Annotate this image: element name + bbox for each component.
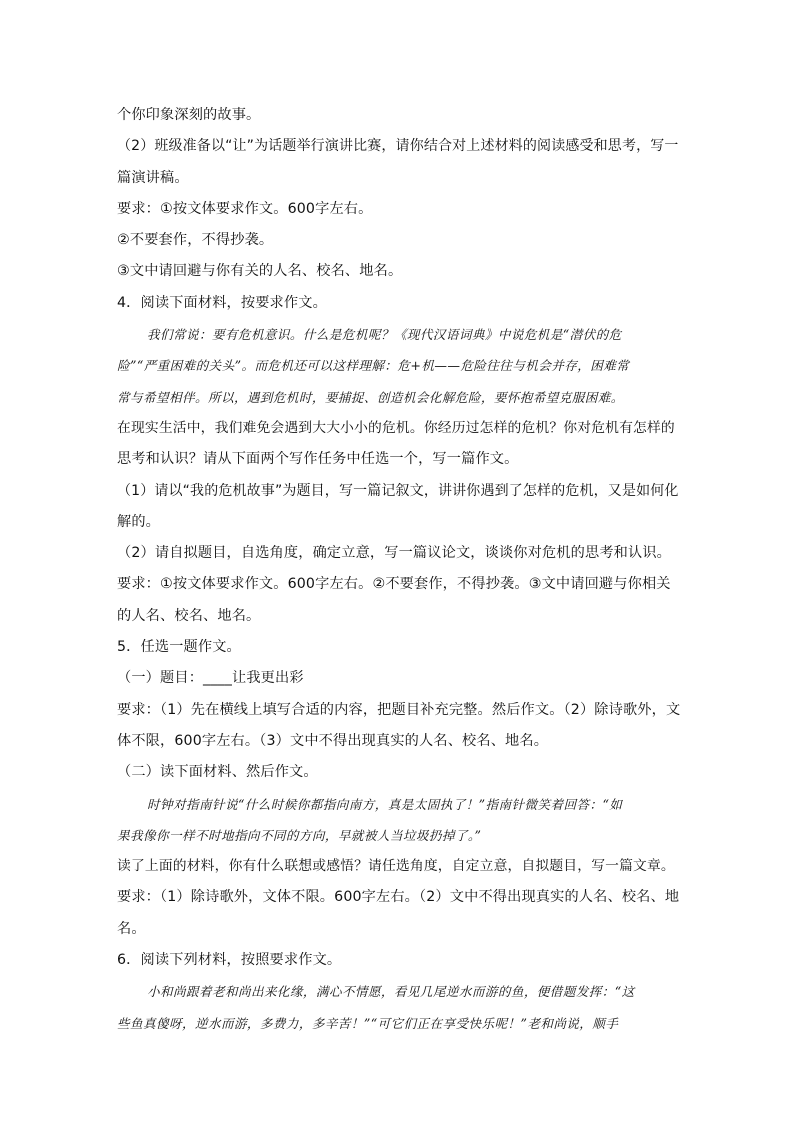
- text-line: 读了上面的材料，你有什么联想或感悟？请任选角度，自定立意，自拟题目，写一篇文章。: [117, 858, 675, 875]
- question-heading: 4．阅读下面材料，按要求作文。: [117, 294, 327, 311]
- material-quote-line: 时钟对指南针说“什么时候你都指向南方，真是太固执了！”指南针微笑着回答：“如: [147, 796, 623, 812]
- requirement-line: 要求：（1）先在横线上填写合适的内容，把题目补充完整。然后作文。（2）除诗歌外，文: [117, 701, 681, 718]
- material-quote-line: 我们常说：要有危机意识。什么是危机呢？《现代汉语词典》中说危机是“潜伏的危: [147, 327, 622, 343]
- requirement-line: ②不要套作，不得抄袭。: [117, 232, 274, 249]
- topic-title-line: （二）读下面材料、然后作文。: [117, 764, 318, 781]
- question-heading: 6．阅读下列材料，按照要求作文。: [117, 952, 342, 969]
- requirement-line: ③文中请回避与你有关的人名、校名、地名。: [117, 263, 403, 280]
- task-option-line: （2）请自拟题目，自选角度，确定立意，写一篇议论文，谈谈你对危机的思考和认识。: [117, 545, 672, 562]
- question-heading: 5．任选一题作文。: [117, 639, 241, 656]
- topic-title-line: （一）题目：____让我更出彩: [117, 670, 304, 687]
- requirement-line: 的人名、校名、地名。: [117, 607, 261, 624]
- task-option-line: 解的。: [117, 513, 161, 530]
- material-quote-line: 险”“严重困难的关头”。而危机还可以这样理解：危+机——危险往往与机会并存，困难常: [117, 358, 630, 374]
- material-quote-line: 果我像你一样不时地指向不同的方向，早就被人当垃圾扔掉了。”: [117, 827, 482, 843]
- requirement-line: 名。: [117, 920, 146, 937]
- text-line: 在现实生活中，我们难免会遇到大大小小的危机。你经历过怎样的危机？你对危机有怎样的: [117, 419, 675, 436]
- material-quote-line: 些鱼真傻呀，逆水而游，多费力，多辛苦！”“可它们正在享受快乐呢！”老和尚说，顺手: [117, 1015, 619, 1031]
- material-quote-line: 常与希望相伴。所以，遇到危机时，要捕捉、创造机会化解危险，要怀抱希望克服困难。: [117, 389, 624, 405]
- document-body: [117, 100, 681, 1039]
- requirement-line: 体不限，600字左右。（3）文中不得出现真实的人名、校名、地名。: [117, 732, 549, 749]
- text-line: 个你印象深刻的故事。: [117, 107, 261, 123]
- text-line: 篇演讲稿。: [117, 169, 189, 186]
- text-line: （2）班级准备以“让”为话题举行演讲比赛，请你结合对上述材料的阅读感受和思考，写一: [117, 138, 679, 155]
- requirement-line: 要求：（1）除诗歌外，文体不限。600字左右。（2）文中不得出现真实的人名、校名、地: [117, 889, 680, 906]
- requirement-line: 要求：①按文体要求作文。600字左右。②不要套作，不得抄袭。③文中请回避与你相关: [117, 576, 671, 593]
- text-line: 思考和认识？请从下面两个写作任务中任选一个，写一篇作文。: [117, 451, 519, 468]
- requirement-line: 要求：①按文体要求作文。600字左右。: [117, 200, 373, 217]
- material-quote-line: 小和尚跟着老和尚出来化缘，满心不情愿，看见几尾逆水而游的鱼，便借题发挥：“这: [147, 984, 635, 1000]
- task-option-line: （1）请以“我的危机故事”为题目，写一篇记叙文，讲讲你遇到了怎样的危机，又是如何化: [117, 482, 679, 499]
